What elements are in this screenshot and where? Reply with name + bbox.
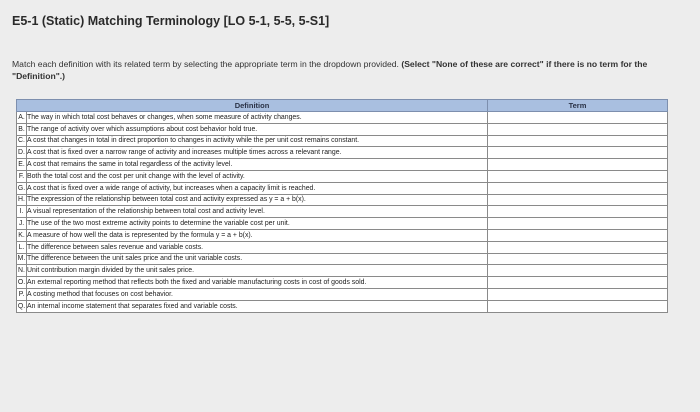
term-cell xyxy=(488,218,668,230)
row-definition: The use of the two most extreme activity points to determine the variable cost per unit. xyxy=(27,218,488,230)
table-row xyxy=(17,194,668,206)
row-letter: A. xyxy=(17,112,27,124)
table-row xyxy=(17,241,668,253)
table-row xyxy=(17,135,668,147)
row-definition: An external reporting method that reflects both the fixed and variable manufacturing costs in cost of goods sold. xyxy=(27,277,488,289)
term-cell xyxy=(488,253,668,265)
term-dropdown[interactable] xyxy=(488,195,667,206)
term-dropdown[interactable] xyxy=(488,159,667,170)
term-dropdown[interactable] xyxy=(488,289,667,300)
term-cell xyxy=(488,288,668,300)
row-definition: A cost that is fixed over a narrow range of activity and increases multiple times across a relevant range. xyxy=(27,147,488,159)
term-header: Term xyxy=(488,100,668,112)
table-header-row xyxy=(17,100,668,112)
row-letter: K. xyxy=(17,229,27,241)
table-row xyxy=(17,182,668,194)
term-dropdown[interactable] xyxy=(488,242,667,253)
row-letter: L. xyxy=(17,241,27,253)
term-cell xyxy=(488,300,668,312)
row-letter: C. xyxy=(17,135,27,147)
row-letter: P. xyxy=(17,288,27,300)
term-cell xyxy=(488,112,668,124)
term-cell xyxy=(488,241,668,253)
instructions-note: (Select "None of these are correct" if there is no term for the "Definition".) xyxy=(12,59,648,81)
instructions-text: Match each definition with its related term by selecting the appropriate term in the dropdown provided. xyxy=(12,59,402,69)
term-dropdown[interactable] xyxy=(488,183,667,194)
matching-table xyxy=(16,99,668,313)
row-definition: A costing method that focuses on cost behavior. xyxy=(27,288,488,300)
term-dropdown[interactable] xyxy=(488,171,667,182)
table-row xyxy=(17,277,668,289)
row-letter: N. xyxy=(17,265,27,277)
term-dropdown[interactable] xyxy=(488,301,667,312)
table-row xyxy=(17,112,668,124)
term-cell xyxy=(488,229,668,241)
table-row xyxy=(17,123,668,135)
row-definition: A cost that remains the same in total regardless of the activity level. xyxy=(27,159,488,171)
term-cell xyxy=(488,206,668,218)
row-definition: A visual representation of the relationship between total cost and activity level. xyxy=(27,206,488,218)
term-cell xyxy=(488,135,668,147)
row-letter: H. xyxy=(17,194,27,206)
term-dropdown[interactable] xyxy=(488,265,667,276)
table-row xyxy=(17,253,668,265)
row-letter: G. xyxy=(17,182,27,194)
row-definition: A measure of how well the data is represented by the formula y = a + b(x). xyxy=(27,229,488,241)
row-definition: The difference between the unit sales price and the unit variable costs. xyxy=(27,253,488,265)
row-letter: B. xyxy=(17,123,27,135)
term-dropdown[interactable] xyxy=(488,218,667,229)
row-definition: An internal income statement that separates fixed and variable costs. xyxy=(27,300,488,312)
row-letter: F. xyxy=(17,170,27,182)
page-title: E5-1 (Static) Matching Terminology [LO 5-1, 5-5, 5-S1] xyxy=(12,14,330,28)
term-cell xyxy=(488,123,668,135)
table-row xyxy=(17,229,668,241)
row-definition: Both the total cost and the cost per unit change with the level of activity. xyxy=(27,170,488,182)
term-dropdown[interactable] xyxy=(488,147,667,158)
term-cell xyxy=(488,159,668,171)
table-row xyxy=(17,218,668,230)
table-row xyxy=(17,300,668,312)
row-letter: M. xyxy=(17,253,27,265)
table-body xyxy=(17,112,668,313)
definition-header: Definition xyxy=(17,100,488,112)
term-dropdown[interactable] xyxy=(488,254,667,265)
row-letter: E. xyxy=(17,159,27,171)
table-row xyxy=(17,206,668,218)
term-dropdown[interactable] xyxy=(488,124,667,135)
row-definition: A cost that is fixed over a wide range of activity, but increases when a capacity limit is reached. xyxy=(27,182,488,194)
row-letter: D. xyxy=(17,147,27,159)
row-definition: The expression of the relationship between total cost and activity expressed as y = a + b(x). xyxy=(27,194,488,206)
row-letter: I. xyxy=(17,206,27,218)
row-definition: The difference between sales revenue and variable costs. xyxy=(27,241,488,253)
table-row xyxy=(17,288,668,300)
term-dropdown[interactable] xyxy=(488,277,667,288)
row-letter: J. xyxy=(17,218,27,230)
term-cell xyxy=(488,194,668,206)
row-definition: A cost that changes in total in direct proportion to changes in activity while the per unit cost remains constant. xyxy=(27,135,488,147)
term-dropdown[interactable] xyxy=(488,112,667,123)
row-definition: The range of activity over which assumptions about cost behavior hold true. xyxy=(27,123,488,135)
table-row xyxy=(17,159,668,171)
term-dropdown[interactable] xyxy=(488,136,667,147)
table-row xyxy=(17,265,668,277)
term-cell xyxy=(488,147,668,159)
term-cell xyxy=(488,277,668,289)
term-dropdown[interactable] xyxy=(488,230,667,241)
instructions xyxy=(12,58,652,82)
term-cell xyxy=(488,182,668,194)
term-dropdown[interactable] xyxy=(488,206,667,217)
table-row xyxy=(17,147,668,159)
table-row xyxy=(17,170,668,182)
row-definition: The way in which total cost behaves or changes, when some measure of activity changes. xyxy=(27,112,488,124)
term-cell xyxy=(488,170,668,182)
term-cell xyxy=(488,265,668,277)
row-letter: O. xyxy=(17,277,27,289)
row-letter: Q. xyxy=(17,300,27,312)
row-definition: Unit contribution margin divided by the unit sales price. xyxy=(27,265,488,277)
